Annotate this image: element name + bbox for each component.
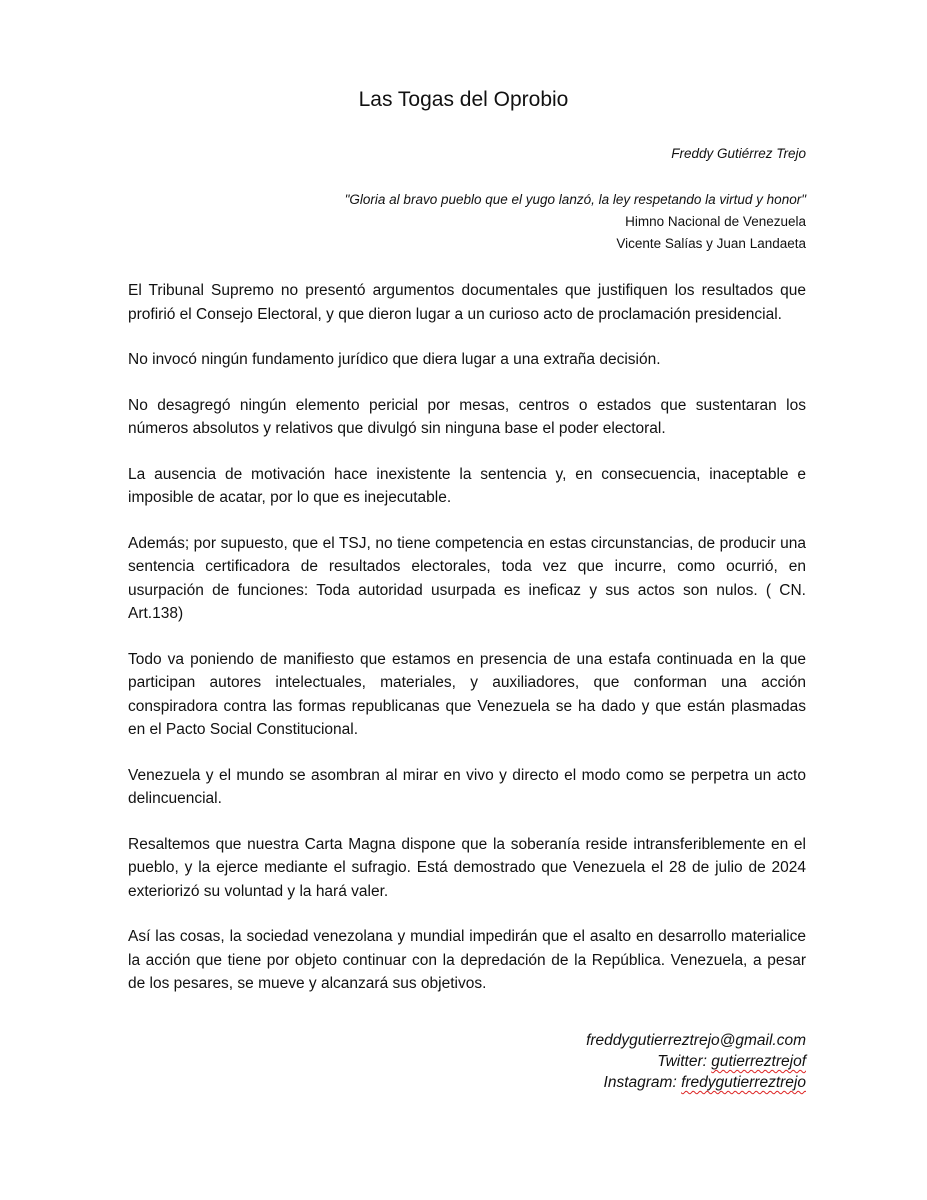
paragraph: El Tribunal Supremo no presentó argumentos documentales que justifiquen los resultados que profirió el Consejo Electoral, y que dieron lugar a un curioso acto de proclamación presidencial. xyxy=(128,282,806,323)
contact-twitter xyxy=(586,1051,806,1072)
paragraph: Venezuela y el mundo se asombran al mirar en vivo y directo el modo como se perpetra un acto delincuencial. xyxy=(128,766,806,807)
paragraph: No invocó ningún fundamento jurídico que diera lugar a una extraña decisión. xyxy=(128,351,661,368)
twitter-label: Twitter: xyxy=(657,1053,712,1070)
twitter-handle[interactable]: gutierreztrejof xyxy=(711,1053,806,1070)
document-body xyxy=(128,279,806,1018)
author-name: Freddy Gutiérrez Trejo xyxy=(671,146,806,161)
paragraph: Así las cosas, la sociedad venezolana y mundial impedirán que el asalto en desarrollo materialice la acción que tiene por objeto continuar con la depredación de la República. Venezuela, a pesar de los pesares, se mueve y alcanzará sus objetivos. xyxy=(128,928,806,992)
epigraph xyxy=(345,189,806,255)
paragraph: Todo va poniendo de manifiesto que estamos en presencia de una estafa continuada en la que participan autores intelectuales, materiales, y auxiliadores, que conforman una acción conspiradora contra las formas republicanas que Venezuela se ha dado y que están plasmadas en el Pacto Social Constitucional. xyxy=(128,650,806,738)
paragraph: La ausencia de motivación hace inexistente la sentencia y, en consecuencia, inaceptable e imposible de acatar, por lo que es inejecutable. xyxy=(128,465,806,506)
epigraph-source: Himno Nacional de Venezuela xyxy=(625,214,806,229)
instagram-handle[interactable]: fredygutierreztrejo xyxy=(681,1074,806,1091)
instagram-label: Instagram: xyxy=(603,1074,682,1091)
document-title: Las Togas del Oprobio xyxy=(358,88,569,111)
paragraph: No desagregó ningún elemento pericial por mesas, centros o estados que sustentaran los números absolutos y relativos que divulgó sin ninguna base el poder electoral. xyxy=(128,396,806,437)
paragraph: Resaltemos que nuestra Carta Magna dispone que la soberanía reside intransferiblemente en el pueblo, y la ejerce mediante el sufragio. Está demostrado que Venezuela el 28 de julio de 2024 exteriorizó su voluntad y la hará valer. xyxy=(128,835,806,900)
contact-block xyxy=(586,1030,806,1093)
paragraph: Además; por supuesto, que el TSJ, no tiene competencia en estas circunstancias, de producir una sentencia certificadora de resultados electorales, toda vez que incurre, como ocurrió, en usurpación de funciones: Toda autoridad usurpada es ineficaz y sus actos son nulos. ( CN. Art.138) xyxy=(128,534,806,622)
contact-email[interactable]: freddygutierreztrejo@gmail.com xyxy=(586,1032,806,1049)
epigraph-quote: "Gloria al bravo pueblo que el yugo lanzó, la ley respetando la virtud y honor" xyxy=(344,192,806,207)
contact-instagram xyxy=(586,1072,806,1093)
epigraph-authors: Vicente Salías y Juan Landaeta xyxy=(616,236,806,251)
